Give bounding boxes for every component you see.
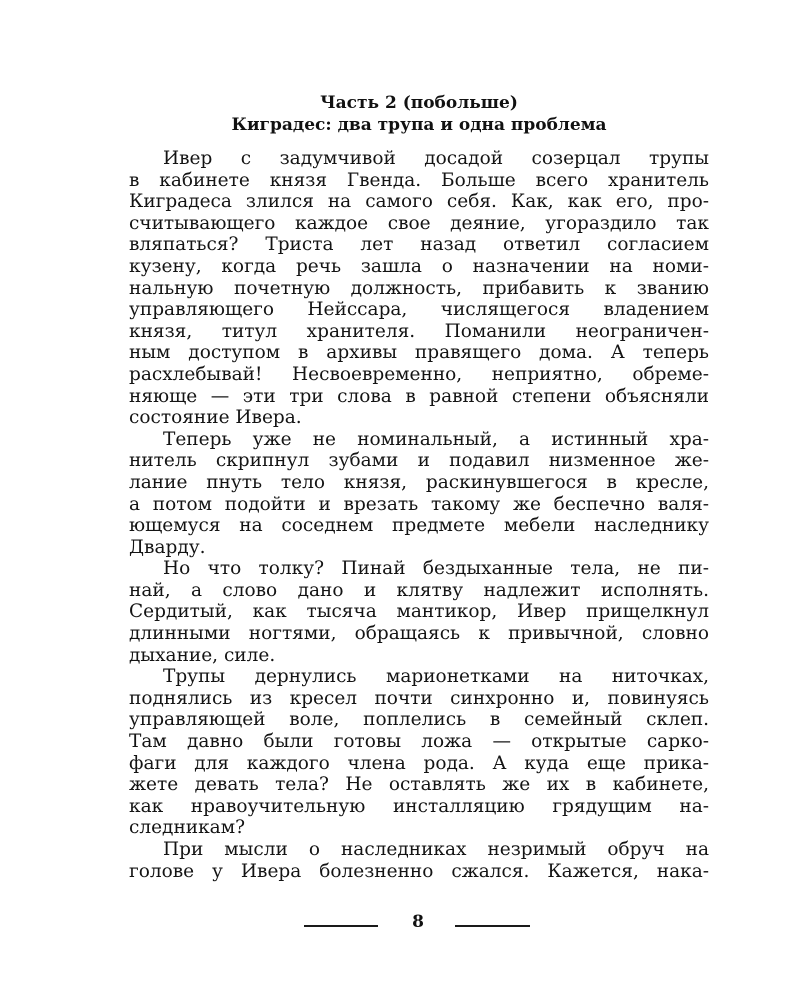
text-line: в кабинете князя Гвенда. Больше всего хранитель [129, 169, 709, 191]
text-line: голове у Ивера болезненно сжался. Кажется, нака- [129, 860, 709, 882]
text-line: Киградеса злился на самого себя. Как, как его, про- [129, 191, 709, 213]
text-line: Но что толку? Пинай бездыханные тела, не пи- [163, 558, 709, 580]
text-line: Сердитый, как тысяча мантикор, Ивер прищелкнул [129, 601, 709, 623]
text-line: вляпаться? Триста лет назад ответил согласием [129, 234, 709, 256]
text-line: дыхание, силе. [129, 644, 276, 666]
text-line: ющемуся на соседнем предмете мебели наследнику [129, 515, 709, 537]
text-line: кузену, когда речь зашла о назначении на номи- [129, 255, 709, 277]
text-line: а потом подойти и врезать такому же беспечно валя- [129, 493, 709, 515]
text-line: состояние Ивера. [129, 407, 302, 429]
part-title: Часть 2 (побольше) [320, 93, 518, 113]
text-line: управляющего Нейссара, числящегося владением [129, 299, 709, 321]
text-line: ным доступом в архивы правящего дома. А теперь [129, 342, 709, 364]
text-line: фаги для каждого члена рода. А куда еще прика- [129, 752, 709, 774]
text-line: При мысли о наследниках незримый обруч на [163, 839, 709, 860]
text-line: няюще — эти три слова в равной степени объясняли [129, 385, 709, 407]
text-line: управляющей воле, поплелись в семейный склеп. [129, 709, 709, 731]
body-text [129, 148, 709, 882]
text-line: нальную почетную должность, прибавить к званию [129, 277, 709, 299]
text-line: князя, титул хранителя. Поманили неограничен- [129, 320, 709, 342]
text-line: жете девать тела? Не оставлять же их в кабинете, [129, 774, 709, 796]
chapter-title: Киградес: два трупа и одна проблема [231, 115, 607, 135]
text-line: следникам? [129, 817, 246, 839]
text-line: считывающего каждое свое деяние, угораздило так [129, 212, 709, 234]
text-line: расхлебывай! Несвоевременно, неприятно, обреме- [129, 363, 709, 385]
text-line: поднялись из кресел почти синхронно и, повинуясь [129, 687, 709, 709]
text-line: Ивер с задумчивой досадой созерцал трупы [163, 148, 709, 169]
text-line: Теперь уже не номинальный, а истинный хра- [163, 428, 709, 450]
text-line: най, а слово дано и клятву надлежит исполнять. [129, 579, 709, 601]
text-line: лание пнуть тело князя, раскинувшегося в кресле, [129, 471, 709, 493]
footer-rule-left [304, 925, 378, 927]
text-line: Трупы дернулись марионетками на ниточках, [163, 666, 709, 688]
text-line: длинными ногтями, обращаясь к привычной, словно [129, 623, 709, 645]
text-line: Там давно были готовы ложа — открытые сарко- [129, 731, 709, 753]
page-footer [0, 908, 800, 938]
footer-rule-right [455, 925, 530, 927]
text-line: нитель скрипнул зубами и подавил низменное же- [129, 450, 709, 472]
page-number: 8 [412, 912, 424, 932]
text-line: как нравоучительную инсталляцию грядущим на- [129, 795, 709, 817]
text-line: Дварду. [129, 536, 206, 558]
